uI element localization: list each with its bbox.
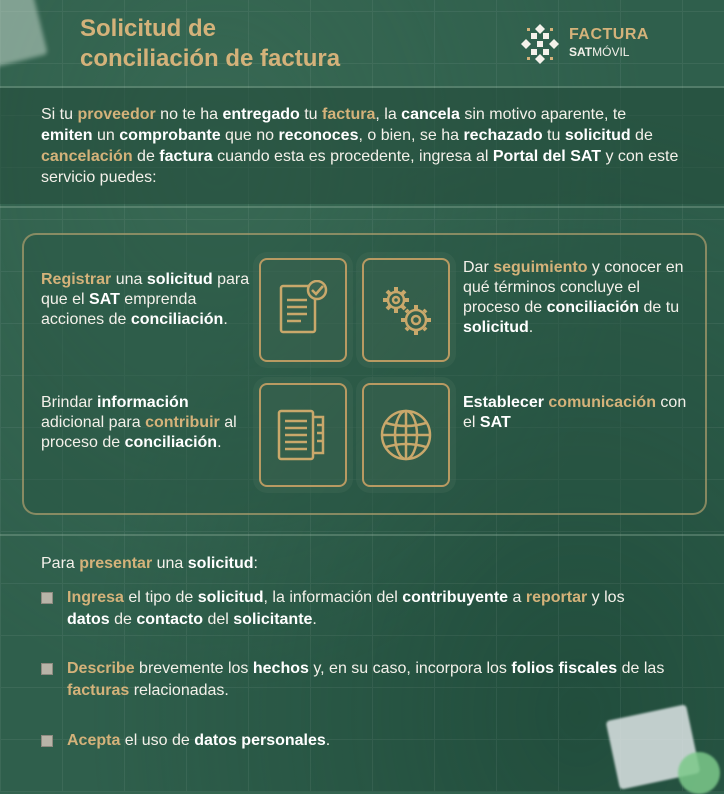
text-segment: Ingresa: [67, 589, 124, 606]
text-segment: Acepta: [67, 732, 121, 749]
text-segment: Dar: [463, 259, 494, 276]
text-segment: , o bien, se ha: [358, 127, 464, 144]
text-segment: .: [312, 611, 317, 628]
text-segment: Si tu: [41, 106, 78, 123]
text-segment: tu: [542, 127, 565, 144]
text-segment: de las: [617, 660, 665, 677]
text-segment: Describe: [67, 660, 135, 677]
text-segment: sin motivo aparente, te: [459, 106, 627, 123]
check-badge-icon: [678, 752, 720, 794]
text-segment: Registrar: [41, 271, 112, 288]
bullet-square-icon: [41, 735, 53, 747]
divider: [0, 534, 724, 536]
text-segment: una: [111, 271, 147, 288]
step-text: [67, 587, 666, 631]
feature-seguimiento: [463, 258, 688, 338]
text-segment: solicitante: [233, 611, 313, 628]
text-segment: cuando esta es procedente, ingresa al: [212, 148, 493, 165]
logo-text-sat-movil: SATMÓVIL: [569, 45, 630, 59]
text-segment: para que el: [41, 271, 250, 308]
checklist-document-icon: [259, 258, 347, 362]
text-segment: conciliación: [130, 311, 224, 328]
presentar-heading: [41, 553, 258, 574]
text-segment: rechazado: [463, 127, 543, 144]
globe-icon: [362, 383, 450, 487]
step-item: [41, 587, 666, 631]
text-segment: un: [92, 127, 120, 144]
text-segment: solicitud: [146, 271, 213, 288]
text-segment: a: [508, 589, 526, 606]
text-segment: hechos: [252, 660, 309, 677]
text-segment: :: [253, 555, 258, 572]
step-text: [67, 658, 666, 702]
text-segment: factura: [159, 148, 213, 165]
logo-mark-icon: [517, 22, 563, 66]
text-segment: información: [97, 394, 189, 411]
text-segment: solicitud: [187, 555, 254, 572]
text-segment: contribuir: [145, 414, 220, 431]
text-segment: el tipo de: [123, 589, 198, 606]
text-segment: y los: [587, 589, 625, 606]
text-segment: solicitud: [564, 127, 631, 144]
text-segment: tu: [299, 106, 323, 123]
text-segment: factura: [322, 106, 376, 123]
text-segment: con el: [463, 394, 687, 431]
text-segment: y conocer en qué términos concluye el proceso de: [463, 259, 684, 316]
text-segment: y con este servicio puedes:: [41, 148, 679, 186]
divider: [0, 206, 724, 208]
text-segment: presentar: [79, 555, 153, 572]
text-segment: .: [528, 319, 534, 336]
documents-stack-icon: [259, 383, 347, 487]
text-segment: emiten: [41, 127, 93, 144]
text-segment: Para: [41, 555, 80, 572]
text-segment: Portal del SAT: [492, 148, 602, 165]
text-segment: de tu: [639, 299, 680, 316]
text-segment: contacto: [136, 611, 204, 628]
text-segment: de: [109, 611, 137, 628]
text-segment: solicitud: [197, 589, 264, 606]
text-segment: .: [325, 732, 331, 749]
text-segment: , la información del: [263, 589, 403, 606]
text-segment: datos: [67, 611, 110, 628]
text-segment: conciliación: [546, 299, 640, 316]
bullet-square-icon: [41, 592, 53, 604]
text-segment: cancelación: [41, 148, 133, 165]
step-item: [41, 730, 666, 752]
text-segment: cancela: [401, 106, 460, 123]
text-segment: datos personales: [194, 732, 326, 749]
text-segment: proveedor: [77, 106, 156, 123]
text-segment: seguimiento: [493, 259, 588, 276]
logo-text-factura: FACTURA: [569, 26, 649, 43]
text-segment: el uso de: [120, 732, 195, 749]
feature-registrar: [41, 270, 251, 330]
text-segment: comprobante: [119, 127, 221, 144]
feature-brindar: [41, 393, 251, 453]
text-segment: de: [630, 127, 653, 144]
text-segment: SAT: [479, 414, 511, 431]
text-segment: facturas: [67, 682, 130, 699]
page-title: Solicitud de conciliación de factura: [80, 15, 341, 72]
text-segment: una: [152, 555, 188, 572]
text-segment: del: [203, 611, 234, 628]
feature-establecer: [463, 393, 688, 433]
text-segment: entregado: [222, 106, 300, 123]
step-item: [41, 658, 666, 702]
text-segment: folios fiscales: [511, 660, 618, 677]
text-segment: brevemente los: [134, 660, 253, 677]
text-segment: reportar: [525, 589, 588, 606]
text-segment: no te ha: [155, 106, 223, 123]
text-segment: emprenda acciones de: [41, 291, 197, 328]
text-segment: .: [223, 311, 228, 328]
intro-paragraph: [41, 104, 681, 188]
text-segment: y, en su caso, incorpora los: [308, 660, 512, 677]
text-segment: adicional para: [41, 414, 146, 431]
text-segment: Brindar: [41, 394, 98, 411]
text-segment: , la: [375, 106, 402, 123]
text-segment: que no: [220, 127, 279, 144]
text-segment: al proceso de: [41, 414, 237, 451]
text-segment: de: [132, 148, 160, 165]
text-segment: solicitud: [463, 319, 529, 336]
text-segment: SAT: [89, 291, 120, 308]
text-segment: relacionadas.: [129, 682, 229, 699]
text-segment: conciliación: [124, 434, 218, 451]
text-segment: contribuyente: [402, 589, 509, 606]
step-text: [67, 730, 666, 752]
text-segment: Establecer: [463, 394, 544, 411]
text-segment: .: [217, 434, 222, 451]
text-segment: comunicación: [548, 394, 656, 411]
bullet-square-icon: [41, 663, 53, 675]
gears-icon: [362, 258, 450, 362]
text-segment: reconoces: [278, 127, 359, 144]
